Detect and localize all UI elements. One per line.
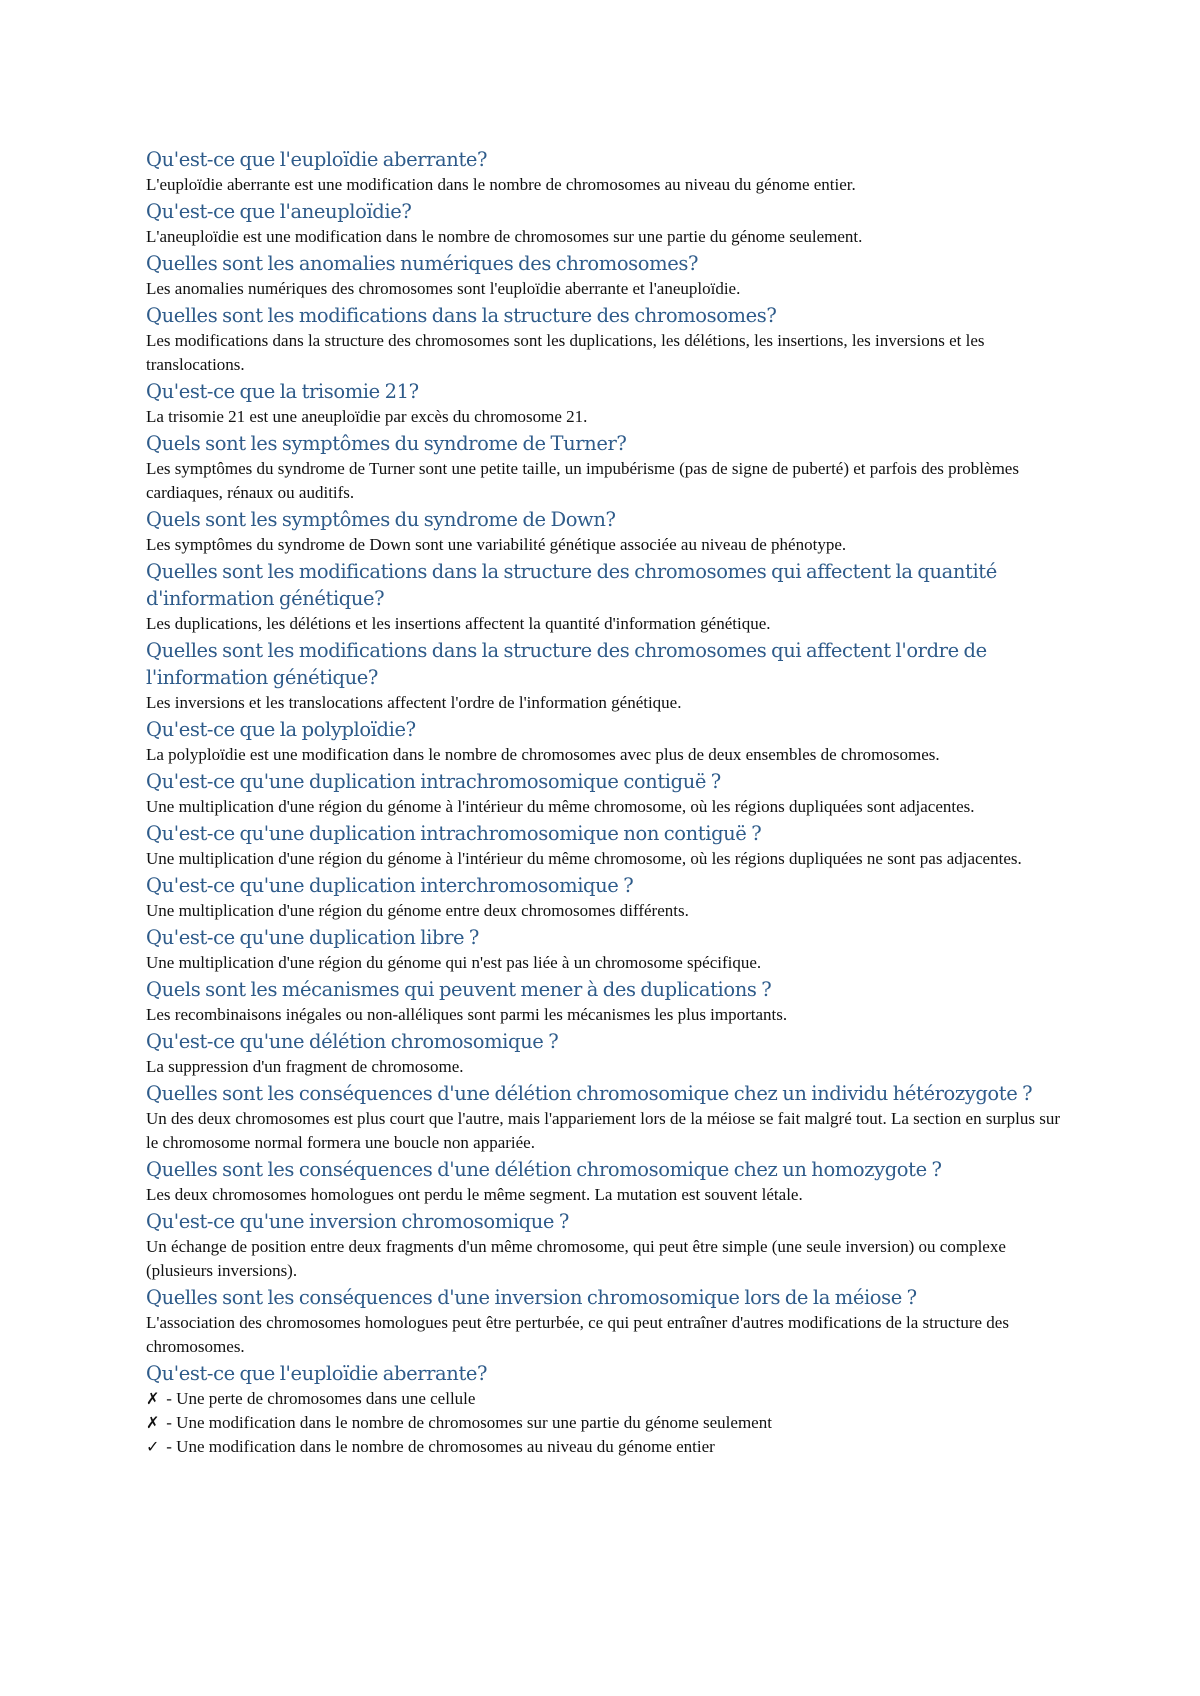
quiz-option	[146, 1411, 1066, 1435]
question-heading: Qu'est-ce que l'euploïdie aberrante?	[146, 148, 488, 171]
answer-text: Les duplications, les délétions et les insertions affectent la quantité d'information génétique.	[146, 614, 771, 633]
answer-text: Les deux chromosomes homologues ont perdu le même segment. La mutation est souvent létale.	[146, 1185, 803, 1204]
answer-text: L'aneuploïdie est une modification dans le nombre de chromosomes sur une partie du génome seulement.	[146, 227, 863, 246]
answer-text: Une multiplication d'une région du génome qui n'est pas liée à un chromosome spécifique.	[146, 953, 762, 972]
option-text: - Une perte de chromosomes dans une cellule	[166, 1389, 476, 1408]
answer-text: La trisomie 21 est une aneuploïdie par excès du chromosome 21.	[146, 407, 588, 426]
question-heading: Qu'est-ce qu'une duplication intrachromosomique contiguë ?	[146, 770, 721, 793]
answer-text: L'association des chromosomes homologues peut être perturbée, ce qui peut entraîner d'autres modifications de la structure des chromosomes.	[146, 1313, 1009, 1356]
answer-text: Une multiplication d'une région du génome à l'intérieur du même chromosome, où les régions dupliquées ne sont pas adjacentes.	[146, 849, 1022, 868]
qa-item	[146, 1208, 1066, 1283]
qa-item	[146, 146, 1066, 197]
question-heading: Quelles sont les conséquences d'une délétion chromosomique chez un individu hétérozygote ?	[146, 1082, 1033, 1105]
qa-item	[146, 1284, 1066, 1359]
question-heading: Qu'est-ce que la trisomie 21?	[146, 380, 419, 403]
qa-item	[146, 378, 1066, 429]
answer-text: Une multiplication d'une région du génome entre deux chromosomes différents.	[146, 901, 689, 920]
answer-text: La polyploïdie est une modification dans le nombre de chromosomes avec plus de deux ensembles de chromosomes.	[146, 745, 940, 764]
answer-text: Les inversions et les translocations affectent l'ordre de l'information génétique.	[146, 693, 682, 712]
answer-text: Les symptômes du syndrome de Turner sont une petite taille, un impubérisme (pas de signe de puberté) et parfois des problèmes cardiaques, rénaux ou auditifs.	[146, 459, 1019, 502]
check-icon: ✓	[146, 1437, 160, 1456]
answer-text: Un échange de position entre deux fragments d'un même chromosome, qui peut être simple (une seule inversion) ou complexe (plusieurs inversions).	[146, 1237, 1006, 1280]
option-text: - Une modification dans le nombre de chromosomes au niveau du génome entier	[166, 1437, 715, 1456]
qa-item	[146, 250, 1066, 301]
answer-text: Les recombinaisons inégales ou non-alléliques sont parmi les mécanismes les plus importants.	[146, 1005, 788, 1024]
answer-text: L'euploïdie aberrante est une modification dans le nombre de chromosomes au niveau du génome entier.	[146, 175, 856, 194]
quiz-question: Qu'est-ce que l'euploïdie aberrante?	[146, 1362, 488, 1385]
question-heading: Qu'est-ce qu'une duplication libre ?	[146, 926, 479, 949]
qa-item	[146, 302, 1066, 377]
qa-item	[146, 924, 1066, 975]
question-heading: Quels sont les symptômes du syndrome de Down?	[146, 508, 616, 531]
quiz-option	[146, 1435, 1066, 1459]
qa-item	[146, 716, 1066, 767]
qa-item	[146, 637, 1066, 715]
question-heading: Qu'est-ce qu'une délétion chromosomique ?	[146, 1030, 559, 1053]
cross-icon: ✗	[146, 1389, 160, 1408]
answer-text: Les symptômes du syndrome de Down sont une variabilité génétique associée au niveau de phénotype.	[146, 535, 847, 554]
qa-item	[146, 976, 1066, 1027]
cross-icon: ✗	[146, 1413, 160, 1432]
qa-item	[146, 820, 1066, 871]
question-heading: Qu'est-ce qu'une duplication interchromosomique ?	[146, 874, 634, 897]
answer-text: Les modifications dans la structure des chromosomes sont les duplications, les délétions, les insertions, les inversions et les translocations.	[146, 331, 985, 374]
answer-text: Les anomalies numériques des chromosomes sont l'euploïdie aberrante et l'aneuploïdie.	[146, 279, 741, 298]
qa-item	[146, 1028, 1066, 1079]
question-heading: Quelles sont les conséquences d'une délétion chromosomique chez un homozygote ?	[146, 1158, 942, 1181]
qa-list	[146, 146, 1066, 1359]
question-heading: Quels sont les symptômes du syndrome de Turner?	[146, 432, 627, 455]
qa-item	[146, 198, 1066, 249]
answer-text: Une multiplication d'une région du génome à l'intérieur du même chromosome, où les régions dupliquées sont adjacentes.	[146, 797, 975, 816]
question-heading: Quelles sont les conséquences d'une inversion chromosomique lors de la méiose ?	[146, 1286, 917, 1309]
question-heading: Quelles sont les modifications dans la structure des chromosomes qui affectent l'ordre de l'information génétique?	[146, 639, 987, 689]
question-heading: Quelles sont les anomalies numériques des chromosomes?	[146, 252, 699, 275]
qa-item	[146, 558, 1066, 636]
question-heading: Quelles sont les modifications dans la structure des chromosomes?	[146, 304, 777, 327]
qa-item	[146, 430, 1066, 505]
question-heading: Qu'est-ce qu'une duplication intrachromosomique non contiguë ?	[146, 822, 762, 845]
option-text: - Une modification dans le nombre de chromosomes sur une partie du génome seulement	[166, 1413, 772, 1432]
qa-item	[146, 872, 1066, 923]
qa-item	[146, 506, 1066, 557]
document-body	[146, 146, 1066, 1459]
question-heading: Quels sont les mécanismes qui peuvent mener à des duplications ?	[146, 978, 772, 1001]
question-heading: Quelles sont les modifications dans la structure des chromosomes qui affectent la quantité d'information génétique?	[146, 560, 997, 610]
qa-item	[146, 768, 1066, 819]
qa-item	[146, 1080, 1066, 1155]
quiz-option	[146, 1387, 1066, 1411]
question-heading: Qu'est-ce que l'aneuploïdie?	[146, 200, 412, 223]
question-heading: Qu'est-ce qu'une inversion chromosomique ?	[146, 1210, 569, 1233]
quiz-block	[146, 1360, 1066, 1459]
question-heading: Qu'est-ce que la polyploïdie?	[146, 718, 416, 741]
answer-text: Un des deux chromosomes est plus court que l'autre, mais l'appariement lors de la méiose se fait malgré tout. La section en surplus sur le chromosome normal formera une boucle non appariée.	[146, 1109, 1060, 1152]
answer-text: La suppression d'un fragment de chromosome.	[146, 1057, 464, 1076]
qa-item	[146, 1156, 1066, 1207]
